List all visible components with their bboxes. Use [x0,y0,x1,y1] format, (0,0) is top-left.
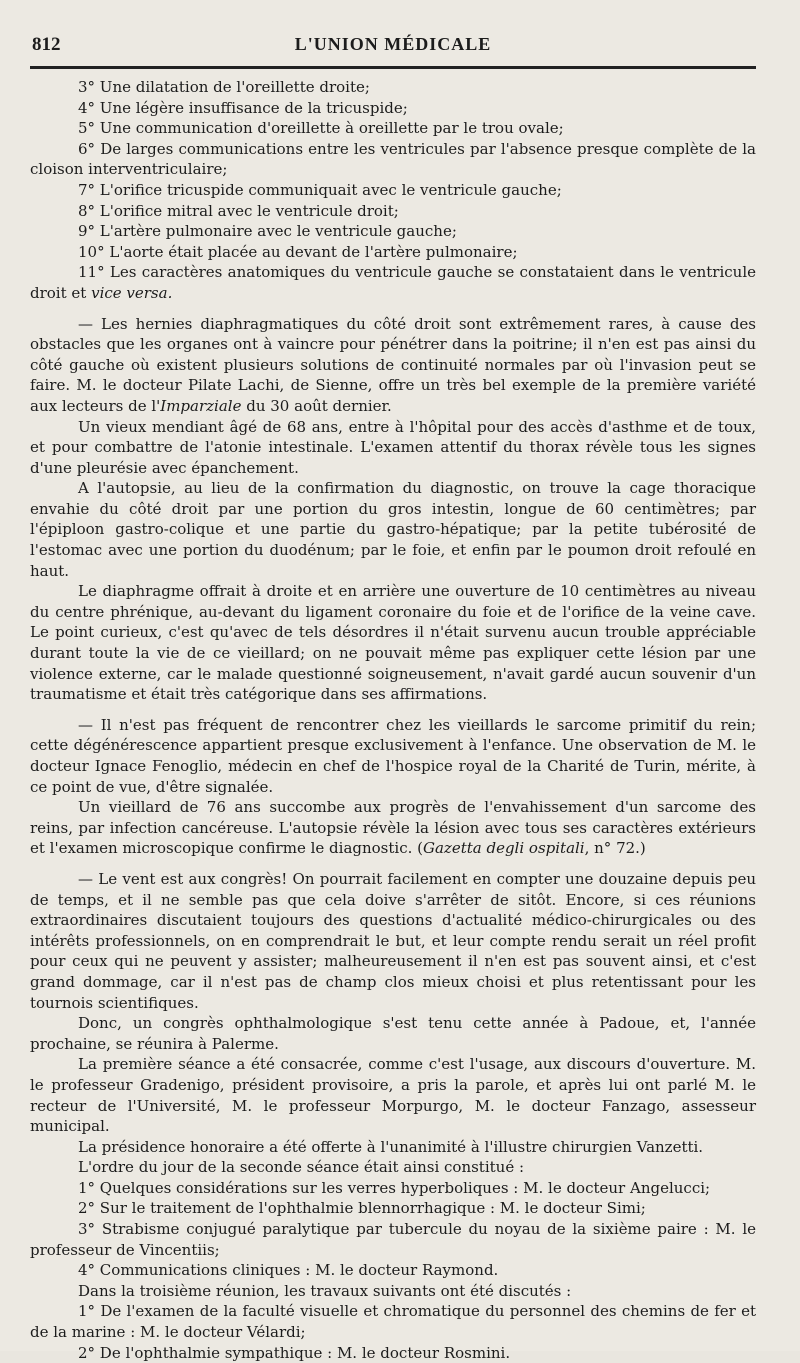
list-item: 3° Une dilatation de l'oreillette droite; [78,78,370,96]
list-item: 1° Quelques considérations sur les verres hyperboliques : M. le docteur Angelucci; [78,1178,711,1197]
section-gap [30,304,756,314]
article-body [30,77,756,1363]
journal-title: Imparziale [160,396,242,415]
paragraph: — Il n'est pas fréquent de rencontrer chez les vieillards le sarcome primitif du rein; cette dégénérescence appartient presque exclusivement à l'enfance. Une observation de M. le docteur Ignace Fenoglio, médecin en chef de l'hospice royal de la Charité de Turin, mérite, à ce point de vue, d'être signalée. [30,715,756,796]
list-item: 5° Une communication d'oreillette à oreillette par le trou ovale; [78,119,564,138]
list-item: 3° Strabisme conjugué paralytique par tubercule du noyau de la sixième paire : M. le professeur de Vincentiis; [30,1220,756,1259]
list-item: 9° L'artère pulmonaire avec le ventricule gauche; [78,222,457,241]
paragraph: A l'autopsie, au lieu de la confirmation du diagnostic, on trouve la cage thoracique envahie du côté droit par une portion du gros intestin, longue de 60 centimètres; par l'épiploon gastro-colique et une partie du gastro-hépatique; par la petite tubérosité de l'estomac avec une portion du duodénum; par le foie, et enfin par le poumon droit refoulé en haut. [30,479,756,580]
paragraph: Un vieux mendiant âgé de 68 ans, entre à l'hôpital pour des accès d'asthme et de toux, et pour combattre de l'atonie intestinale. L'examen attentif du thorax révèle tous les signes d'une pleurésie avec épanchement. [30,417,756,477]
page-header [30,30,756,69]
list-item: 6° De larges communications entre les ventricules par l'absence presque complète de la cloison interventriculaire; [30,139,756,179]
list-item: 10° L'aorte était placée au devant de l'artère pulmonaire; [78,242,518,261]
running-title: L'UNION MÉDICALE [294,34,492,54]
list-item-text: 11° Les caractères anatomiques du ventricule gauche se constataient dans le ventricule droit et [30,263,756,302]
section-gap [30,705,756,715]
page-number: 812 [32,34,61,55]
paragraph-text: — Les hernies diaphragmatiques du côté droit sont extrêmement rares, à cause des obstacles que les organes ont à vaincre pour pénétrer dans la poitrine; il n'en est pas ainsi du côté gauche où existent plusieurs solutions de continuité normales par où l'invasion peut se faire. M. le docteur Pilate Lachi, de Sienne, offre un très bel exemple de la première variété aux lecteurs de l' [30,314,756,415]
list-item: 4° Une légère insuffisance de la tricuspide; [78,98,408,117]
list-item: 7° L'orifice tricuspide communiquait avec le ventricule gauche; [78,180,562,199]
paragraph: Dans la troisième réunion, les travaux suivants ont été discutés : [78,1281,572,1300]
paragraph-text: du 30 août dernier. [241,396,392,415]
list-item: 8° L'orifice mitral avec le ventricule droit; [78,201,399,220]
paragraph: La première séance a été consacrée, comme c'est l'usage, aux discours d'ouverture. M. le professeur Gradenigo, président provisoire, a pris la parole, et après lui ont parlé M. le recteur de l'Université, M. le professeur Morpurgo, M. le docteur Fanzago, assesseur municipal. [30,1055,756,1136]
paragraph: L'ordre du jour de la seconde séance était ainsi constitué : [78,1158,525,1177]
list-item: 2° De l'ophthalmie sympathique : M. le docteur Rosmini. [78,1343,511,1362]
list-item: 4° Communications cliniques : M. le docteur Raymond. [78,1261,499,1280]
list-item: 1° De l'examen de la faculté visuelle et chromatique du personnel des chemins de fer et de la marine : M. le docteur Vélardi; [30,1302,756,1342]
paragraph: — Le vent est aux congrès! On pourrait facilement en compter une douzaine depuis peu de temps, et il ne semble pas que cela doive s'arrêter de sitôt. Encore, si ces réunions extraordinaires discutaient toujours des questions d'actualité médico-chirurgicales ou des intérêts professionnels, on en comprendrait le but, et leur compte rendu serait un réel profit pour ceux qui ne peuvent y assister; malheureusement il n'en est pas souvent ainsi, et c'est grand dommage, car il n'est pas de champ clos mieux choisi et plus retentissant pour les tournois scientifiques. [30,869,756,1012]
section-gap [30,859,756,869]
paragraph: Donc, un congrès ophthalmologique s'est tenu cette année à Padoue, et, l'année prochaine, se réunira à Palerme. [30,1014,756,1053]
paragraph: La présidence honoraire a été offerte à l'unanimité à l'illustre chirurgien Vanzetti. [78,1137,704,1156]
paragraph [30,314,756,417]
paragraph-text: , n° 72.) [584,839,646,858]
list-item [30,262,756,303]
italic-phrase: vice versa. [91,283,173,302]
list-item: 2° Sur le traitement de l'ophthalmie blennorrhagique : M. le docteur Simi; [78,1199,646,1218]
journal-title: Gazetta degli ospitali [423,839,585,858]
paragraph-text: Un vieillard de 76 ans succombe aux progrès de l'envahissement d'un sarcome des reins, par infection cancéreuse. L'autopsie révèle la lésion avec tous ses caractères extérieurs et l'examen microscopique confirme le diagnostic. ( [30,798,756,858]
paragraph [30,797,756,859]
paragraph: Le diaphragme offrait à droite et en arrière une ouverture de 10 centimètres au niveau du centre phrénique, au-devant du ligament coronaire du foie et de l'orifice de la veine cave. Le point curieux, c'est qu'avec de tels désordres il n'était survenu aucun trouble appréciable durant toute la vie de ce vieillard; on ne pouvait même pas expliquer cette lésion par une violence externe, car le malade questionné soigneusement, n'avait gardé aucun souvenir d'un traumatisme et était très catégorique dans ses affirmations. [30,582,756,704]
